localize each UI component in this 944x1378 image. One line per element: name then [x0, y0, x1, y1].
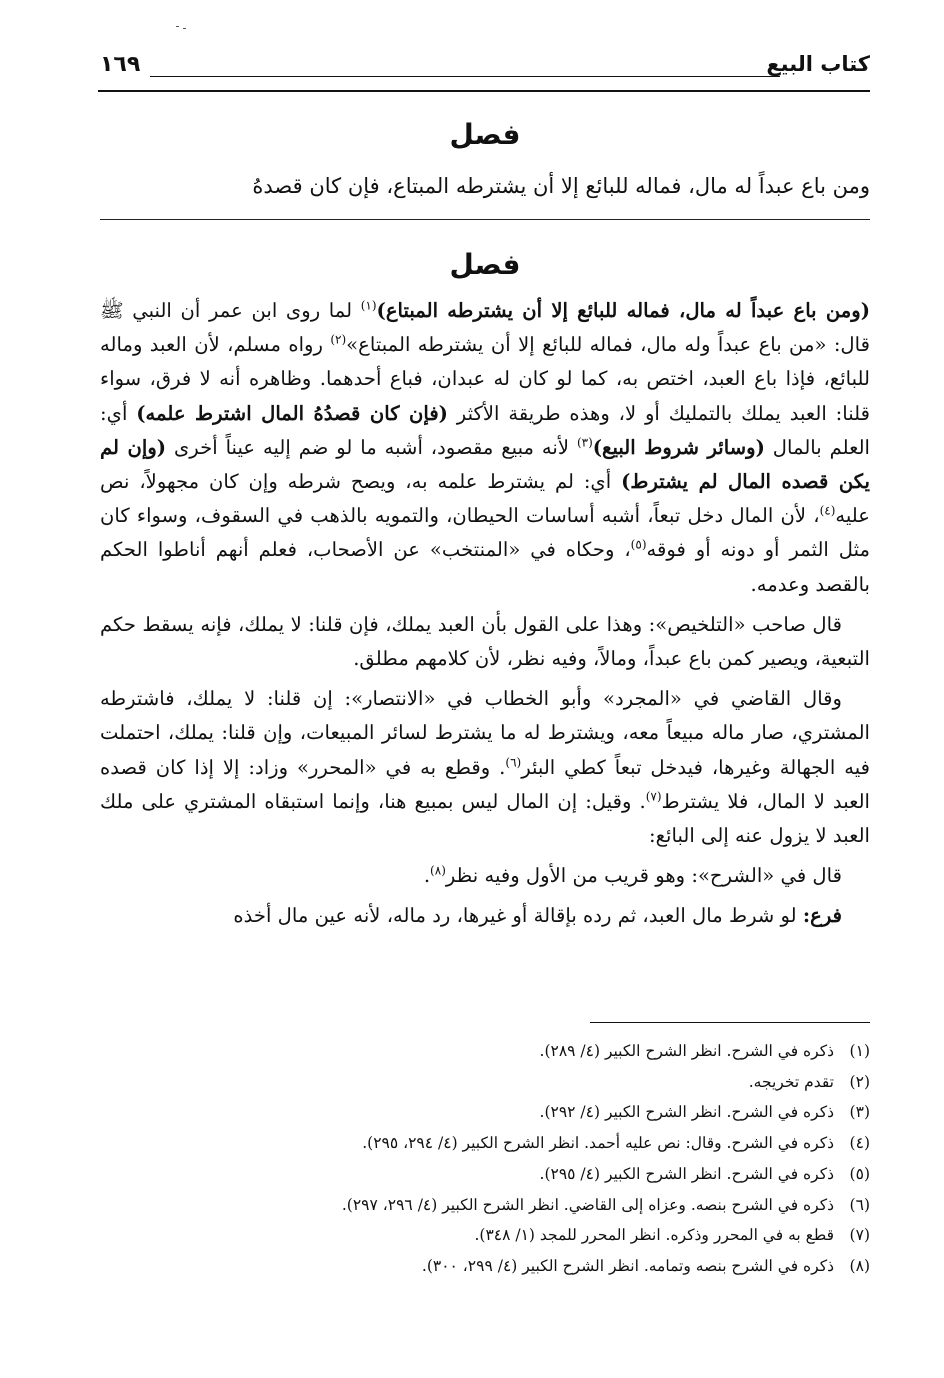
commentary-text: لو شرط مال العبد، ثم رده بإقالة أو غيرها، رد ماله، لأنه عين مال أخذه — [233, 904, 803, 928]
scan-speck — [183, 28, 186, 29]
footnote — [100, 1128, 870, 1159]
footnote-number: (٨) — [849, 1256, 870, 1275]
matn-quote: (وإن لم يكن قصده المال لم يشترط) — [100, 435, 871, 494]
footnote-text: ذكره في الشرح. انظر الشرح الكبير (٤/ ٢٩٢). — [539, 1103, 834, 1122]
matn-heading: فصل — [449, 118, 521, 151]
footnote-number: (٦) — [849, 1195, 870, 1214]
footnote-text: ذكره في الشرح بنصه وتمامه. انظر الشرح الكبير (٤/ ٢٩٩، ٣٠٠). — [421, 1256, 834, 1275]
commentary-text: وقال القاضي في «المجرد» وأبو الخطاب في «الانتصار»: إن قلنا: لا يملك، فاشترطه المشتري، صار ماله مبيعاً معه، ويشترط له ما يشترط لسائر المبيعات، وإن قلنا: يملك، احتملت فيه الجهالة وغيرها، فيدخل تبعاً كطي البئر — [100, 687, 870, 779]
commentary-paragraph — [100, 859, 870, 893]
commentary-text: رواه مسلم، لأن العبد وماله للبائع، فإذا باع العبد، اختص به، كما لو كان له عبدان، فباع أحدهما. وظاهره أنه لا فرق، سواء قلنا: العبد يملك بالتمليك أو لا، وهذه طريقة الأكثر — [100, 333, 870, 425]
footnote-reference: (٨) — [430, 863, 446, 878]
footnote-reference: (١) — [360, 298, 377, 313]
commentary-text: ، لأن المال دخل تبعاً، أشبه أساسات الحيطان، والتمويه بالذهب في السقوف، وسواء كان مثل الثمر أو دونه أو فوقه — [100, 504, 871, 562]
running-title: كتاب البيع — [766, 52, 870, 76]
commentary-text: . وقيل: إن المال ليس بمبيع هنا، وإنما استبقاه المشتري على ملك العبد لا يزول عنه إلى البائع: — [100, 789, 870, 848]
footnote-rule — [590, 1022, 870, 1023]
commentary-paragraph — [100, 682, 870, 853]
footnote-number: (٧) — [849, 1226, 870, 1245]
footnote — [100, 1159, 870, 1190]
commentary-heading: فصل — [449, 248, 521, 281]
matn-text: ومن باع عبداً له مال، فماله للبائع إلا أن يشترطه المبتاع، فإن كان قصدهُ — [252, 174, 870, 198]
scan-speck — [176, 26, 179, 27]
commentary-text: أي: العلم بالمال — [100, 401, 871, 459]
footnote — [100, 1190, 870, 1221]
footnote — [100, 1067, 870, 1098]
footnote-text: ذكره في الشرح بنصه. وعزاه إلى القاضي. انظر الشرح الكبير (٤/ ٢٩٦، ٢٩٧). — [341, 1195, 834, 1214]
running-header — [100, 52, 870, 92]
footnote-reference: (٢) — [330, 332, 347, 347]
footnote-reference: (٣) — [576, 435, 593, 450]
footnote — [100, 1220, 870, 1251]
commentary-paragraph — [100, 608, 870, 676]
footnote-text: قطع به في المحرر وذكره. انظر المحرر للمجد (١/ ٣٤٨). — [474, 1226, 834, 1245]
footnote-number: (٤) — [849, 1134, 870, 1153]
footnote-text: تقدم تخريجه. — [748, 1072, 834, 1091]
footnote-reference: (٥) — [630, 537, 647, 552]
page-number: ١٦٩ — [100, 52, 141, 77]
matn-divider — [100, 219, 870, 220]
footnote — [100, 1097, 870, 1128]
matn-quote: (فإن كان قصدُهُ المال اشترط علمه) — [136, 401, 448, 425]
footnote-number: (٣) — [849, 1103, 870, 1122]
footnote-text: ذكره في الشرح. انظر الشرح الكبير (٤/ ٢٨٩). — [539, 1042, 834, 1060]
matn-quote: (وسائر شروط البيع) — [592, 435, 765, 459]
commentary-text: لما روى ابن عمر أن النبي ﷺ قال: «من باع عبداً وله مال، فماله للبائع إلا أن يشترطه المبتاع» — [100, 299, 870, 357]
commentary-text: ، وحكاه في «المنتخب» عن الأصحاب، فعلم أنهم أناطوا الحكم بالقصد وعدمه. — [100, 538, 870, 596]
commentary-body — [100, 294, 870, 940]
footnote-reference: (٧) — [645, 789, 662, 804]
header-line — [150, 76, 780, 77]
footnote-reference: (٦) — [505, 755, 522, 770]
commentary-text: أي: لم يشترط علمه به، ويصح شرطه وإن كان مجهولاً، نص عليه — [100, 470, 870, 528]
footnote-text: ذكره في الشرح. انظر الشرح الكبير (٤/ ٢٩٥). — [539, 1164, 834, 1183]
matn-quote: فرع: — [802, 904, 842, 928]
footnote-number: (٢) — [849, 1072, 870, 1091]
commentary-text: قال في «الشرح»: وهو قريب من الأول وفيه نظر — [445, 864, 842, 888]
footnote-text: ذكره في الشرح. وقال: نص عليه أحمد. انظر الشرح الكبير (٤/ ٢٩٤، ٢٩٥). — [362, 1134, 834, 1153]
matn-quote: (ومن باع عبداً له مال، فماله للبائع إلا أن يشترطه المبتاع) — [376, 299, 871, 322]
commentary-text: . وقطع به في «المحرر» وزاد: إلا إذا كان قصده العبد لا المال، فلا يشترط — [100, 755, 870, 813]
header-rule — [98, 90, 870, 92]
footnote — [100, 1036, 870, 1067]
footnote-number: (٥) — [849, 1164, 870, 1183]
commentary-paragraph — [100, 294, 870, 602]
commentary-text: قال صاحب «التلخيص»: وهذا على القول بأن العبد يملك، فإن قلنا: لا يملك، فإنه يسقط حكم التبعية، ويصير كمن باع عبداً، ومالاً، وفيه نظر، لأن كلامهم مطلق. — [100, 612, 870, 671]
footnote-reference: (٤) — [819, 503, 836, 518]
commentary-text: لأنه مبيع مقصود، أشبه ما لو ضم إليه عيناً أخرى — [166, 435, 577, 459]
commentary-text: . — [423, 864, 431, 888]
footnote-number: (١) — [849, 1042, 870, 1060]
footnotes — [100, 1036, 870, 1282]
footnote — [100, 1251, 870, 1282]
commentary-paragraph — [100, 899, 870, 933]
